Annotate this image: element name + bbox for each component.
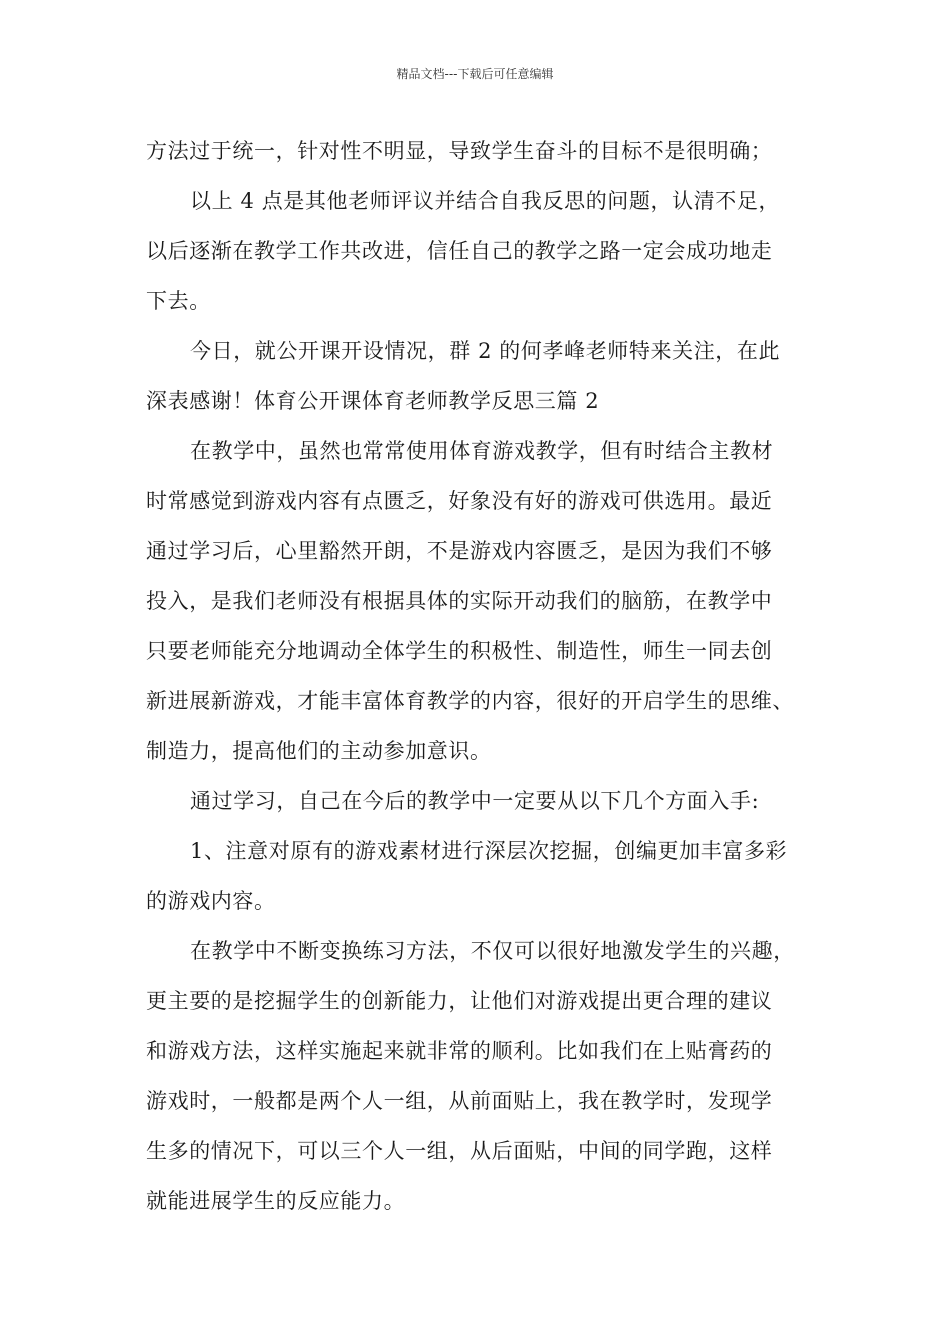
paragraph-7-line-3: 和游戏方法，这样实施起来就非常的顺利。比如我们在上贴膏药的 xyxy=(146,1039,773,1063)
paragraph-4-line-7: 制造力，提高他们的主动参加意识。 xyxy=(146,739,492,763)
paragraph-6-line-1: 1、注意对原有的游戏素材进行深层次挖掘，创编更加丰富多彩 xyxy=(190,839,788,863)
page-header: 精品文档---下载后可任意编辑 xyxy=(396,67,554,81)
paragraph-7-line-4: 游戏时，一般都是两个人一组，从前面贴上，我在教学时，发现学 xyxy=(146,1089,773,1113)
paragraph-7-line-2: 更主要的是挖掘学生的创新能力，让他们对游戏提出更合理的建议 xyxy=(146,989,773,1013)
paragraph-3-line-1: 今日，就公开课开设情况，群 2 的何孝峰老师特来关注，在此 xyxy=(190,339,781,363)
paragraph-1-line-1: 方法过于统一，针对性不明显，导致学生奋斗的目标不是很明确； xyxy=(146,139,773,163)
paragraph-3-line-2: 深表感谢！体育公开课体育老师教学反思三篇 2 xyxy=(146,389,600,413)
paragraph-5-line-1: 通过学习，自己在今后的教学中一定要从以下几个方面入手: xyxy=(190,789,760,813)
paragraph-7-line-5: 生多的情况下，可以三个人一组，从后面贴，中间的同学跑，这样 xyxy=(146,1139,773,1163)
paragraph-2-line-3: 下去。 xyxy=(146,289,211,313)
paragraph-4-line-2: 时常感觉到游戏内容有点匮乏，好象没有好的游戏可供选用。最近 xyxy=(146,489,773,513)
paragraph-4-line-6: 新进展新游戏，才能丰富体育教学的内容，很好的开启学生的思维、 xyxy=(146,689,794,713)
paragraph-4-line-5: 只要老师能充分地调动全体学生的积极性、制造性，师生一同去创 xyxy=(146,639,773,663)
paragraph-2-line-1: 以上 4 点是其他老师评议并结合自我反思的问题，认清不足， xyxy=(190,189,781,213)
paragraph-7-line-6: 就能进展学生的反应能力。 xyxy=(146,1189,406,1213)
paragraph-6-line-2: 的游戏内容。 xyxy=(146,889,276,913)
paragraph-4-line-4: 投入，是我们老师没有根据具体的实际开动我们的脑筋，在教学中 xyxy=(146,589,773,613)
paragraph-4-line-1: 在教学中，虽然也常常使用体育游戏教学，但有时结合主教材 xyxy=(190,439,774,463)
document-body xyxy=(146,126,836,1226)
paragraph-7-line-1: 在教学中不断变换练习方法，不仅可以很好地激发学生的兴趣， xyxy=(190,939,795,963)
paragraph-4-line-3: 通过学习后，心里豁然开朗，不是游戏内容匮乏，是因为我们不够 xyxy=(146,539,773,563)
paragraph-2-line-2: 以后逐渐在教学工作共改进，信任自己的教学之路一定会成功地走 xyxy=(146,239,773,263)
